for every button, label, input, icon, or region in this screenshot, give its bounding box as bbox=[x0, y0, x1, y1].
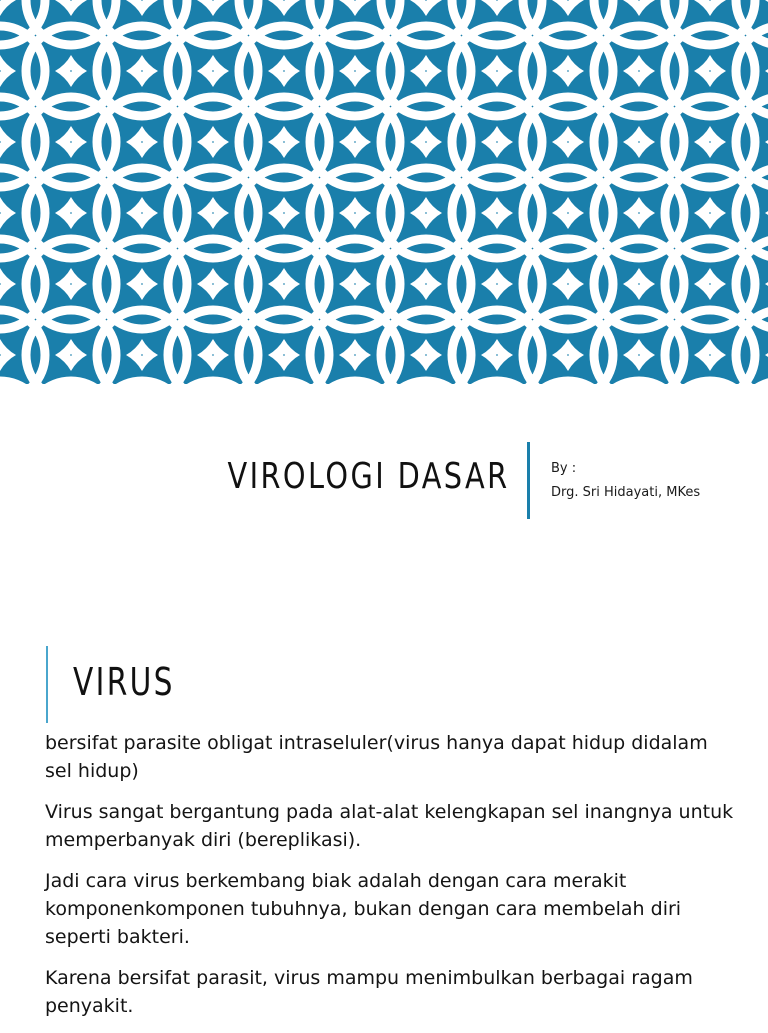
author-name: Drg. Sri Hidayati, MKes bbox=[551, 485, 701, 500]
paragraph: Jadi cara virus berkembang biak adalah dengan cara merakit komponenkomponen tubuhnya, bukan dengan cara membelah diri seperti bakteri. bbox=[45, 870, 682, 948]
title-slide bbox=[0, 384, 768, 630]
paragraph: bersifat parasite obligat intraseluler(virus hanya dapat hidup didalam sel hidup) bbox=[45, 732, 708, 782]
interlocking-circles-pattern bbox=[0, 0, 768, 384]
paragraph: Virus sangat bergantung pada alat-alat kelengkapan sel inangnya untuk memperbanyak diri (bereplikasi). bbox=[45, 801, 734, 851]
presentation-title: VIROLOGI DASAR bbox=[227, 456, 510, 497]
body-text bbox=[45, 729, 735, 1033]
byline-label: By : bbox=[551, 461, 577, 476]
section-heading: VIRUS bbox=[73, 660, 175, 704]
content-slide bbox=[0, 630, 768, 1024]
byline bbox=[551, 457, 700, 505]
paragraph: Karena bersifat parasit, virus mampu menimbulkan berbagai ragam penyakit. bbox=[45, 967, 693, 1017]
heading-accent-bar bbox=[46, 646, 48, 723]
title-divider bbox=[527, 442, 530, 519]
banner-pattern bbox=[0, 0, 768, 384]
